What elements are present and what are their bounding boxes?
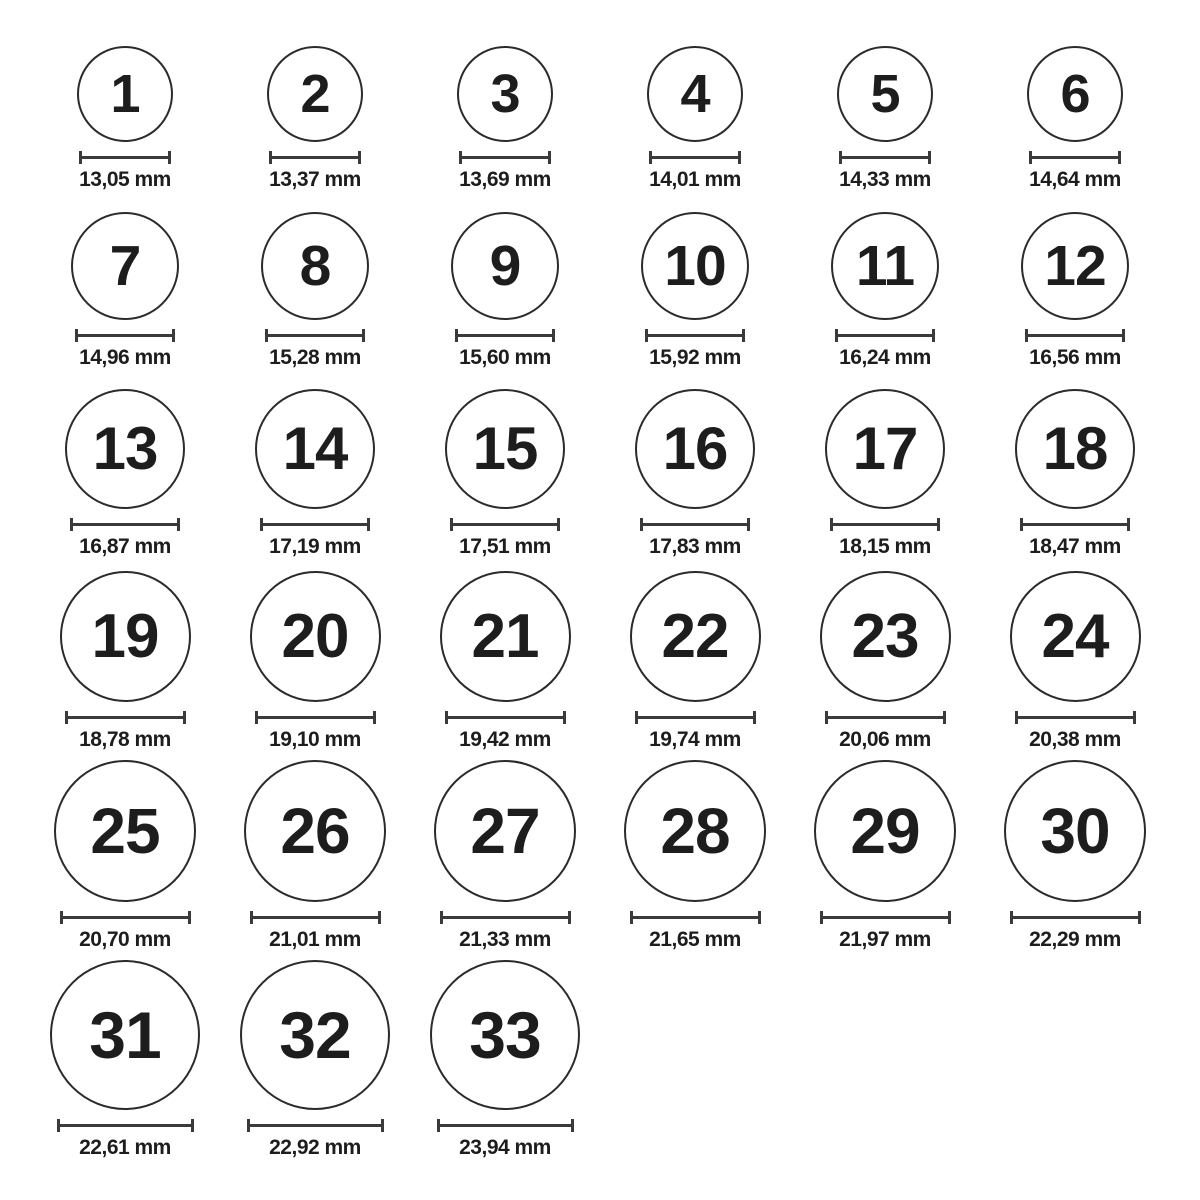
- size-circle: [244, 760, 386, 902]
- diameter-label: 18,15 mm: [839, 535, 931, 558]
- diameter-label: 13,69 mm: [459, 168, 551, 191]
- measure-bar: [247, 1124, 384, 1127]
- ring-size-cell: [30, 370, 220, 559]
- measure-bar: [839, 156, 931, 159]
- size-circle: [240, 960, 390, 1110]
- diameter-label: 15,60 mm: [459, 346, 551, 369]
- ring-size-cell: [220, 752, 410, 952]
- measure-line: [60, 911, 191, 924]
- size-circle: [445, 389, 565, 509]
- diameter-label: 20,06 mm: [839, 728, 931, 751]
- measure-bar: [440, 916, 571, 919]
- measure-tick-right: [753, 711, 756, 724]
- ring-size-cell: [790, 192, 980, 370]
- ring-size-cell: [980, 370, 1170, 559]
- measure-bar: [835, 334, 935, 337]
- measure-line: [459, 151, 551, 164]
- measure-line: [247, 1119, 384, 1132]
- size-number: 8: [299, 233, 331, 298]
- size-number: 31: [89, 998, 161, 1072]
- measure-line: [1020, 518, 1130, 531]
- size-circle: [837, 46, 933, 142]
- diameter-label: 22,61 mm: [79, 1136, 171, 1159]
- diameter-label: 14,01 mm: [649, 168, 741, 191]
- size-circle: [77, 46, 173, 142]
- size-number: 11: [855, 233, 915, 298]
- measure-bar: [1025, 334, 1125, 337]
- diameter-label: 14,96 mm: [79, 346, 171, 369]
- ring-size-cell: [30, 752, 220, 952]
- size-circle: [255, 389, 375, 509]
- ring-size-cell: [410, 559, 600, 752]
- size-number: 20: [281, 601, 349, 671]
- ring-size-cell: [30, 559, 220, 752]
- measure-tick-right: [738, 151, 741, 164]
- size-number: 28: [660, 795, 730, 867]
- measure-bar: [820, 916, 951, 919]
- ring-size-cell: [410, 370, 600, 559]
- measure-line: [445, 711, 566, 724]
- measure-line: [825, 711, 946, 724]
- ring-size-cell: [980, 0, 1170, 192]
- measure-tick-right: [373, 711, 376, 724]
- size-circle: [457, 46, 553, 142]
- measure-bar: [70, 523, 180, 526]
- ring-size-cell: [220, 559, 410, 752]
- diameter-label: 22,92 mm: [269, 1136, 361, 1159]
- measure-tick-right: [552, 329, 555, 342]
- size-circle: [820, 571, 951, 702]
- size-number: 29: [850, 795, 920, 867]
- size-circle: [630, 571, 761, 702]
- ring-size-cell: [600, 752, 790, 952]
- ring-size-cell: [410, 752, 600, 952]
- measure-tick-right: [747, 518, 750, 531]
- measure-line: [649, 151, 741, 164]
- size-circle: [50, 960, 200, 1110]
- measure-tick-right: [1133, 711, 1136, 724]
- measure-tick-right: [557, 518, 560, 531]
- size-circle: [440, 571, 571, 702]
- measure-line: [820, 911, 951, 924]
- measure-bar: [65, 716, 186, 719]
- measure-tick-right: [742, 329, 745, 342]
- measure-line: [65, 711, 186, 724]
- diameter-label: 23,94 mm: [459, 1136, 551, 1159]
- measure-line: [70, 518, 180, 531]
- measure-tick-right: [1127, 518, 1130, 531]
- size-circle: [250, 571, 381, 702]
- size-circle: [1010, 571, 1141, 702]
- measure-tick-right: [563, 711, 566, 724]
- size-number: 2: [300, 64, 330, 124]
- measure-tick-right: [381, 1119, 384, 1132]
- measure-line: [1029, 151, 1121, 164]
- size-number: 22: [661, 601, 729, 671]
- size-number: 19: [91, 601, 159, 671]
- ring-size-cell: [980, 559, 1170, 752]
- measure-line: [830, 518, 940, 531]
- size-number: 4: [680, 64, 710, 124]
- diameter-label: 14,64 mm: [1029, 168, 1121, 191]
- ring-size-cell: [220, 192, 410, 370]
- ring-size-row: [30, 559, 1170, 752]
- size-number: 16: [662, 415, 728, 482]
- size-circle: [60, 571, 191, 702]
- diameter-label: 17,83 mm: [649, 535, 741, 558]
- diameter-label: 19,10 mm: [269, 728, 361, 751]
- measure-bar: [459, 156, 551, 159]
- measure-tick-right: [367, 518, 370, 531]
- measure-line: [640, 518, 750, 531]
- size-circle: [54, 760, 196, 902]
- measure-bar: [445, 716, 566, 719]
- diameter-label: 22,29 mm: [1029, 928, 1121, 951]
- ring-size-cell: [30, 0, 220, 192]
- diameter-label: 16,56 mm: [1029, 346, 1121, 369]
- diameter-label: 21,01 mm: [269, 928, 361, 951]
- ring-size-cell: [980, 192, 1170, 370]
- size-circle: [451, 212, 559, 320]
- measure-tick-right: [1138, 911, 1141, 924]
- size-number: 6: [1060, 64, 1090, 124]
- size-number: 7: [109, 233, 141, 298]
- measure-tick-right: [548, 151, 551, 164]
- ring-size-cell: [600, 370, 790, 559]
- ring-size-cell: [30, 192, 220, 370]
- size-circle: [71, 212, 179, 320]
- diameter-label: 19,74 mm: [649, 728, 741, 751]
- size-number: 33: [469, 998, 541, 1072]
- measure-tick-right: [937, 518, 940, 531]
- ring-size-cell: [220, 370, 410, 559]
- measure-tick-right: [1122, 329, 1125, 342]
- size-circle: [434, 760, 576, 902]
- ring-size-cell: [600, 559, 790, 752]
- diameter-label: 20,70 mm: [79, 928, 171, 951]
- diameter-label: 19,42 mm: [459, 728, 551, 751]
- measure-tick-right: [191, 1119, 194, 1132]
- size-circle: [267, 46, 363, 142]
- measure-line: [250, 911, 381, 924]
- measure-line: [450, 518, 560, 531]
- measure-line: [1025, 329, 1125, 342]
- measure-bar: [57, 1124, 194, 1127]
- measure-bar: [75, 334, 175, 337]
- measure-bar: [255, 716, 376, 719]
- ring-size-row: [30, 752, 1170, 952]
- measure-bar: [640, 523, 750, 526]
- measure-line: [835, 329, 935, 342]
- measure-bar: [649, 156, 741, 159]
- size-circle: [1027, 46, 1123, 142]
- measure-line: [630, 911, 761, 924]
- diameter-label: 20,38 mm: [1029, 728, 1121, 751]
- size-number: 9: [489, 233, 521, 298]
- size-number: 26: [280, 795, 350, 867]
- measure-line: [455, 329, 555, 342]
- ring-size-cell: [220, 952, 410, 1160]
- ring-size-row: [30, 192, 1170, 370]
- measure-bar: [250, 916, 381, 919]
- measure-tick-right: [932, 329, 935, 342]
- measure-tick-right: [948, 911, 951, 924]
- measure-tick-right: [943, 711, 946, 724]
- measure-line: [1010, 911, 1141, 924]
- measure-bar: [1029, 156, 1121, 159]
- measure-tick-right: [358, 151, 361, 164]
- size-number: 24: [1041, 601, 1109, 671]
- size-number: 27: [470, 795, 540, 867]
- size-circle: [624, 760, 766, 902]
- size-circle: [647, 46, 743, 142]
- size-circle: [831, 212, 939, 320]
- measure-bar: [1015, 716, 1136, 719]
- measure-line: [1015, 711, 1136, 724]
- ring-size-cell: [410, 0, 600, 192]
- measure-line: [269, 151, 361, 164]
- measure-bar: [1010, 916, 1141, 919]
- size-number: 5: [870, 64, 900, 124]
- size-number: 1: [110, 64, 140, 124]
- size-number: 13: [92, 415, 158, 482]
- size-circle: [430, 960, 580, 1110]
- size-number: 12: [1044, 233, 1106, 298]
- measure-bar: [635, 716, 756, 719]
- measure-tick-right: [568, 911, 571, 924]
- measure-tick-right: [758, 911, 761, 924]
- size-circle: [261, 212, 369, 320]
- measure-line: [265, 329, 365, 342]
- size-circle: [1015, 389, 1135, 509]
- measure-bar: [825, 716, 946, 719]
- measure-line: [79, 151, 171, 164]
- diameter-label: 15,28 mm: [269, 346, 361, 369]
- diameter-label: 18,78 mm: [79, 728, 171, 751]
- measure-bar: [450, 523, 560, 526]
- measure-tick-right: [177, 518, 180, 531]
- size-circle: [635, 389, 755, 509]
- size-number: 32: [279, 998, 351, 1072]
- diameter-label: 13,05 mm: [79, 168, 171, 191]
- ring-size-cell: [220, 0, 410, 192]
- measure-bar: [455, 334, 555, 337]
- ring-size-cell: [790, 559, 980, 752]
- measure-bar: [830, 523, 940, 526]
- size-number: 14: [282, 415, 348, 482]
- diameter-label: 18,47 mm: [1029, 535, 1121, 558]
- measure-bar: [265, 334, 365, 337]
- diameter-label: 16,87 mm: [79, 535, 171, 558]
- size-number: 15: [472, 415, 538, 482]
- ring-size-cell: [410, 952, 600, 1160]
- size-number: 30: [1040, 795, 1110, 867]
- size-circle: [641, 212, 749, 320]
- diameter-label: 21,97 mm: [839, 928, 931, 951]
- size-circle: [1021, 212, 1129, 320]
- measure-line: [255, 711, 376, 724]
- ring-size-cell: [980, 752, 1170, 952]
- diameter-label: 13,37 mm: [269, 168, 361, 191]
- measure-bar: [60, 916, 191, 919]
- measure-bar: [79, 156, 171, 159]
- size-number: 25: [90, 795, 160, 867]
- measure-tick-right: [378, 911, 381, 924]
- measure-bar: [437, 1124, 574, 1127]
- diameter-label: 21,33 mm: [459, 928, 551, 951]
- measure-tick-right: [172, 329, 175, 342]
- size-circle: [825, 389, 945, 509]
- diameter-label: 16,24 mm: [839, 346, 931, 369]
- ring-size-cell: [30, 952, 220, 1160]
- measure-line: [75, 329, 175, 342]
- ring-size-row: [30, 0, 1170, 192]
- measure-tick-right: [571, 1119, 574, 1132]
- measure-tick-right: [362, 329, 365, 342]
- size-number: 17: [852, 415, 918, 482]
- measure-tick-right: [928, 151, 931, 164]
- ring-size-cell: [790, 752, 980, 952]
- measure-line: [57, 1119, 194, 1132]
- size-number: 3: [490, 64, 520, 124]
- ring-size-cell: [790, 0, 980, 192]
- measure-bar: [260, 523, 370, 526]
- ring-size-cell: [600, 192, 790, 370]
- measure-tick-right: [168, 151, 171, 164]
- size-number: 23: [851, 601, 919, 671]
- measure-line: [437, 1119, 574, 1132]
- diameter-label: 17,19 mm: [269, 535, 361, 558]
- size-number: 21: [471, 601, 539, 671]
- measure-tick-right: [1118, 151, 1121, 164]
- diameter-label: 15,92 mm: [649, 346, 741, 369]
- size-number: 18: [1042, 415, 1108, 482]
- diameter-label: 14,33 mm: [839, 168, 931, 191]
- size-circle: [65, 389, 185, 509]
- measure-bar: [630, 916, 761, 919]
- measure-line: [839, 151, 931, 164]
- measure-bar: [269, 156, 361, 159]
- ring-size-cell: [410, 192, 600, 370]
- measure-line: [635, 711, 756, 724]
- diameter-label: 21,65 mm: [649, 928, 741, 951]
- measure-tick-right: [188, 911, 191, 924]
- size-circle: [1004, 760, 1146, 902]
- ring-size-cell: [600, 0, 790, 192]
- ring-size-row: [30, 370, 1170, 559]
- ring-size-row: [30, 952, 1170, 1160]
- measure-bar: [1020, 523, 1130, 526]
- measure-bar: [645, 334, 745, 337]
- measure-tick-right: [183, 711, 186, 724]
- diameter-label: 17,51 mm: [459, 535, 551, 558]
- measure-line: [260, 518, 370, 531]
- measure-line: [645, 329, 745, 342]
- size-number: 10: [664, 233, 726, 298]
- ring-size-cell: [790, 370, 980, 559]
- size-circle: [814, 760, 956, 902]
- measure-line: [440, 911, 571, 924]
